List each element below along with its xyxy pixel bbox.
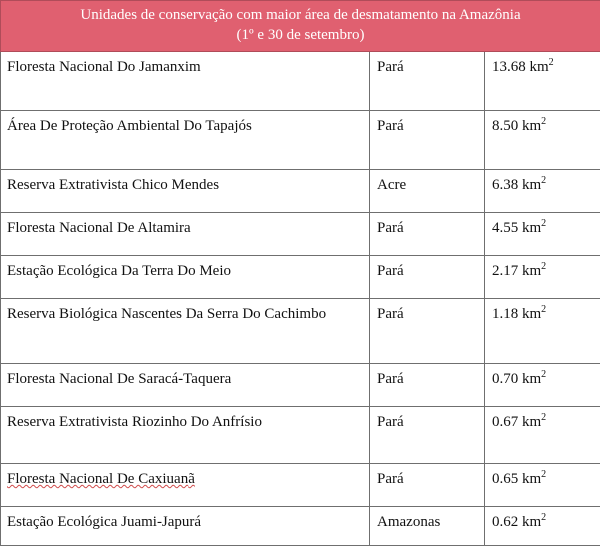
unit-area-unit: km bbox=[530, 59, 549, 75]
unit-area-unit: km bbox=[522, 414, 541, 430]
unit-area-value: 0.67 bbox=[492, 414, 518, 430]
unit-name: Área De Proteção Ambiental Do Tapajós bbox=[1, 111, 370, 170]
unit-name: Floresta Nacional De Altamira bbox=[1, 213, 370, 256]
unit-area-exponent: 2 bbox=[541, 218, 546, 229]
unit-name: Floresta Nacional De Saracá-Taquera bbox=[1, 364, 370, 407]
unit-area-value: 13.68 bbox=[492, 59, 526, 75]
table-row bbox=[1, 407, 600, 464]
unit-name: Estação Ecológica Da Terra Do Meio bbox=[1, 256, 370, 299]
unit-area-exponent: 2 bbox=[541, 116, 546, 127]
unit-area-value: 0.65 bbox=[492, 471, 518, 487]
unit-area-exponent: 2 bbox=[549, 57, 554, 68]
unit-area-unit: km bbox=[522, 306, 541, 322]
unit-state: Pará bbox=[370, 111, 485, 170]
unit-area-unit: km bbox=[522, 118, 541, 134]
unit-area-exponent: 2 bbox=[541, 175, 546, 186]
table-row bbox=[1, 464, 600, 507]
unit-area bbox=[485, 213, 600, 256]
table-row bbox=[1, 111, 600, 170]
unit-area bbox=[485, 256, 600, 299]
unit-area-unit: km bbox=[522, 371, 541, 387]
unit-state: Acre bbox=[370, 170, 485, 213]
unit-area-unit: km bbox=[522, 220, 541, 236]
unit-area bbox=[485, 170, 600, 213]
table-row bbox=[1, 170, 600, 213]
unit-name-misspelled: Floresta Nacional De Caxiuan bbox=[7, 471, 188, 487]
unit-state: Pará bbox=[370, 213, 485, 256]
unit-area-value: 6.38 bbox=[492, 177, 518, 193]
unit-area-value: 8.50 bbox=[492, 118, 518, 134]
unit-area-exponent: 2 bbox=[541, 304, 546, 315]
unit-state: Pará bbox=[370, 299, 485, 364]
table-row bbox=[1, 52, 600, 111]
unit-area bbox=[485, 464, 600, 507]
unit-area-unit: km bbox=[522, 514, 541, 530]
table-title-line1: Unidades de conservação com maior área de desmatamento na Amazônia bbox=[80, 7, 520, 23]
unit-area-unit: km bbox=[522, 177, 541, 193]
table-title-line2: (1º e 30 de setembro) bbox=[7, 25, 594, 45]
unit-area-unit: km bbox=[522, 263, 541, 279]
unit-area-exponent: 2 bbox=[541, 369, 546, 380]
unit-name: Floresta Nacional Do Jamanxim bbox=[1, 52, 370, 111]
unit-state: Pará bbox=[370, 464, 485, 507]
unit-area-value: 1.18 bbox=[492, 306, 518, 322]
table-title bbox=[1, 1, 600, 52]
unit-area-value: 0.62 bbox=[492, 514, 518, 530]
unit-area-exponent: 2 bbox=[541, 261, 546, 272]
unit-area bbox=[485, 507, 600, 546]
unit-name: Estação Ecológica Juami-Japurá bbox=[1, 507, 370, 546]
unit-area-unit: km bbox=[522, 471, 541, 487]
unit-name: Reserva Extrativista Chico Mendes bbox=[1, 170, 370, 213]
unit-state: Amazonas bbox=[370, 507, 485, 546]
unit-area-value: 0.70 bbox=[492, 371, 518, 387]
unit-name-misspelled-suffix: ã bbox=[188, 471, 195, 487]
table-row bbox=[1, 299, 600, 364]
unit-area-exponent: 2 bbox=[541, 412, 546, 423]
unit-area bbox=[485, 299, 600, 364]
unit-state: Pará bbox=[370, 407, 485, 464]
unit-name bbox=[1, 464, 370, 507]
unit-state: Pará bbox=[370, 52, 485, 111]
table-row bbox=[1, 256, 600, 299]
table-title-row bbox=[1, 1, 600, 52]
unit-area-value: 2.17 bbox=[492, 263, 518, 279]
table-row bbox=[1, 507, 600, 546]
unit-area bbox=[485, 111, 600, 170]
table-row bbox=[1, 364, 600, 407]
unit-area-exponent: 2 bbox=[541, 512, 546, 523]
unit-area bbox=[485, 364, 600, 407]
unit-name: Reserva Biológica Nascentes Da Serra Do Cachimbo bbox=[1, 299, 370, 364]
unit-state: Pará bbox=[370, 364, 485, 407]
table-row bbox=[1, 213, 600, 256]
unit-name: Reserva Extrativista Riozinho Do Anfrísio bbox=[1, 407, 370, 464]
unit-area-value: 4.55 bbox=[492, 220, 518, 236]
unit-area-exponent: 2 bbox=[541, 469, 546, 480]
unit-area bbox=[485, 407, 600, 464]
unit-state: Pará bbox=[370, 256, 485, 299]
unit-area bbox=[485, 52, 600, 111]
